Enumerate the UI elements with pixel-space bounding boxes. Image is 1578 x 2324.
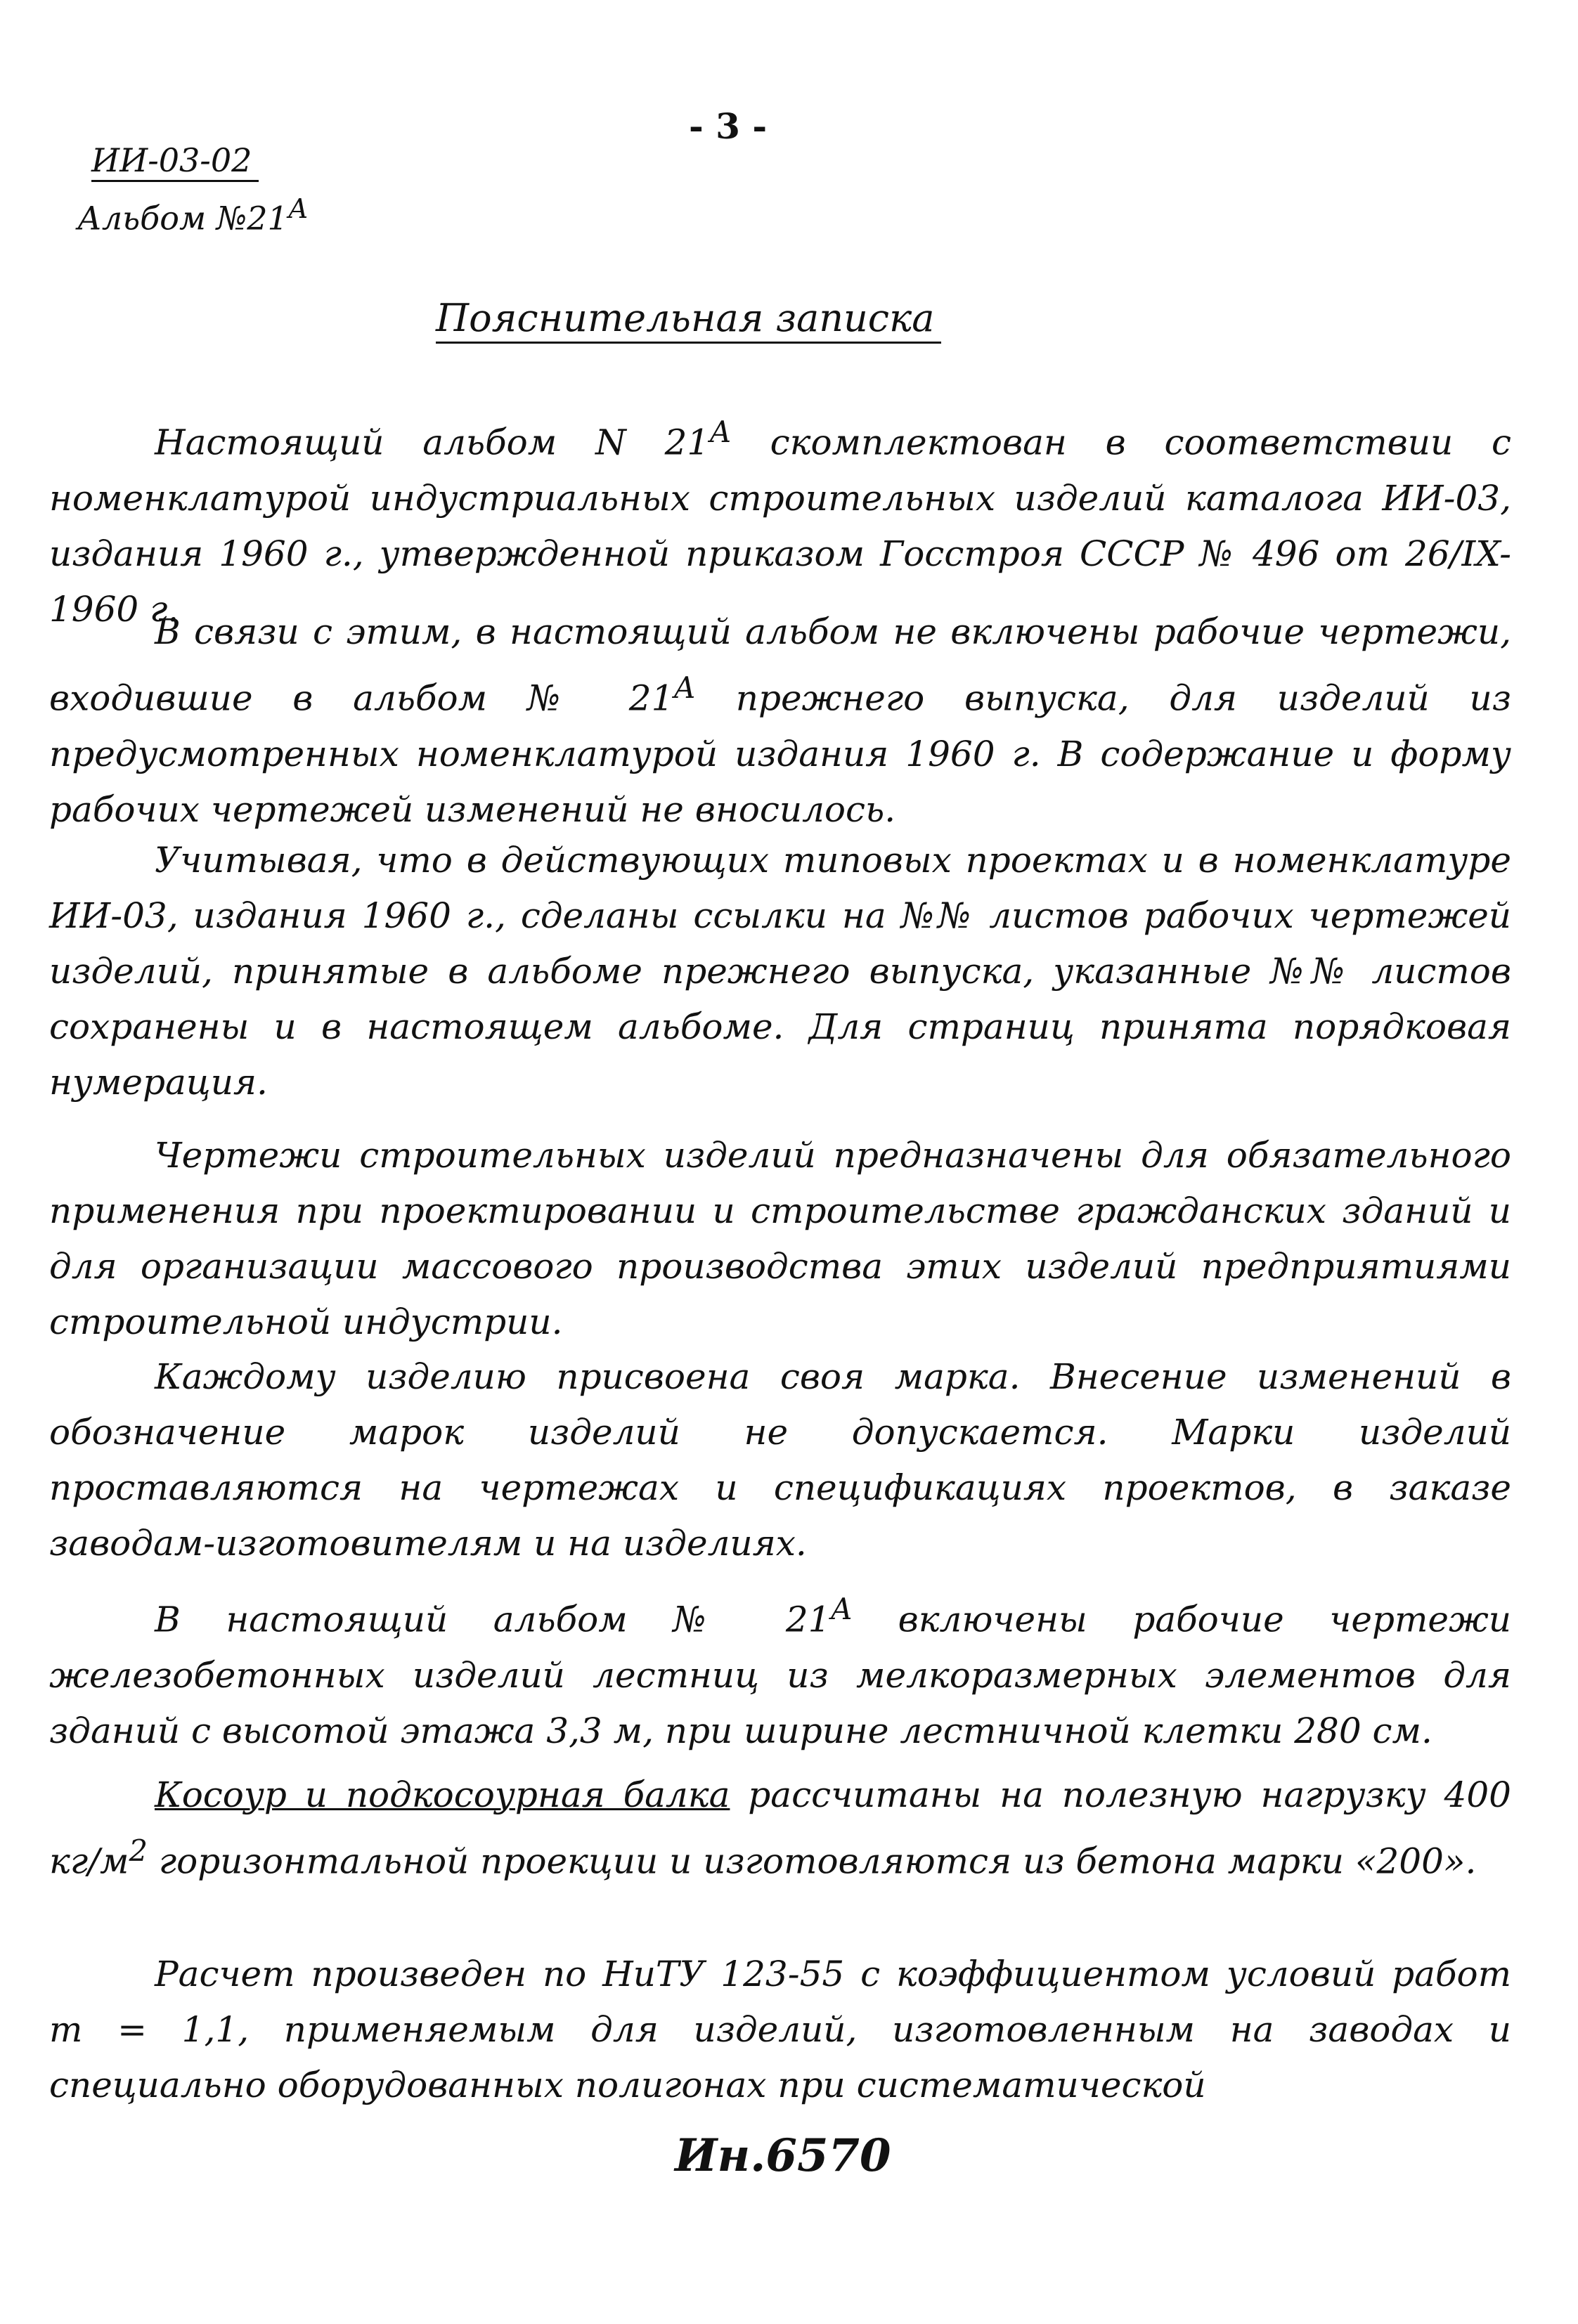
paragraph-5-text: Каждому изделию присвоена своя марка. Внесение изменений в обозначение марок изделий не допускается. Марки изделий проставляются на чертежах и спецификациях проектов, в заказе заводам-изготовителям и на изделиях. xyxy=(49,1356,1511,1564)
paragraph-4-text: Чертежи строительных изделий предназначены для обязательного применения при проектировании и строительстве гражданских зданий и для организации массового производства этих изделий предприятиями строительной индустрии. xyxy=(49,1135,1511,1342)
paragraph-7 xyxy=(49,1767,1511,1890)
paragraph-7-text-b: горизонтальной проекции и изготовляются из бетона марки «200». xyxy=(147,1841,1477,1882)
document-title: Пояснительная записка xyxy=(436,295,941,344)
inventory-number: Ин.6570 xyxy=(675,2129,891,2182)
paragraph-2-text-a: В связи с этим, в настоящий альбом не включены рабочие чертежи, входившие в альбом № 21 xyxy=(49,611,1511,719)
paragraph-2-superscript: А xyxy=(673,670,696,705)
paragraph-8 xyxy=(49,1947,1511,2113)
paragraph-1 xyxy=(49,404,1511,637)
paragraph-6-superscript: А xyxy=(830,1592,853,1626)
paragraph-3 xyxy=(49,833,1511,1110)
paragraph-2 xyxy=(49,604,1511,838)
paragraph-2-text-b: прежнего выпуска, для изделий из предусмотренных номенклатурой издания 1960 г. В содержание и форму рабочих чертежей изменений не вносилось. xyxy=(49,677,1511,830)
paragraph-1-text-a: Настоящий альбом N 21 xyxy=(155,422,710,463)
paragraph-7-underlined-term: Косоур и подкосоурная балка xyxy=(155,1774,730,1815)
paragraph-6-text-a: В настоящий альбом № 21 xyxy=(155,1599,831,1640)
album-label xyxy=(77,190,309,238)
paragraph-1-text-b: скомплектован в соответствии с номенклатурой индустриальных строительных изделий каталога ИИ-03, издания 1960 г., утвержденной приказом Госстроя СССР № 496 от 26/IX-1960 г. xyxy=(49,422,1511,630)
paragraph-8-text: Расчет произведен по НиТУ 123-55 с коэффициентом условий работ m = 1,1, применяемым для изделий, изготовленным на заводах и специально оборудованных полигонах при систематической xyxy=(49,1954,1511,2105)
paragraph-5 xyxy=(49,1349,1511,1571)
album-label-superscript: А xyxy=(287,193,309,225)
paragraph-6-text-b: включены рабочие чертежи железобетонных изделий лестниц из мелкоразмерных элементов для зданий с высотой этажа 3,3 м, при ширине лестничной клетки 280 см. xyxy=(49,1599,1511,1751)
page-number: - 3 - xyxy=(689,105,768,147)
paragraph-3-text: Учитывая, что в действующих типовых проектах и в номенклатуре ИИ-03, издания 1960 г., сделаны ссылки на №№ листов рабочих чертежей изделий, принятые в альбоме прежнего выпуска, указанные №№ листов сохранены и в настоящем альбоме. Для страниц принята порядковая нумерация. xyxy=(49,840,1511,1103)
paragraph-6 xyxy=(49,1581,1511,1759)
paragraph-7-text-a: рассчитаны на полезную нагрузку 400 кг/м xyxy=(49,1774,1511,1882)
album-label-text: Альбом №21 xyxy=(77,199,288,238)
paragraph-7-superscript: 2 xyxy=(129,1833,148,1868)
paragraph-1-superscript: А xyxy=(709,415,732,449)
paragraph-4 xyxy=(49,1128,1511,1350)
document-code: ИИ-03-02 xyxy=(91,141,259,182)
